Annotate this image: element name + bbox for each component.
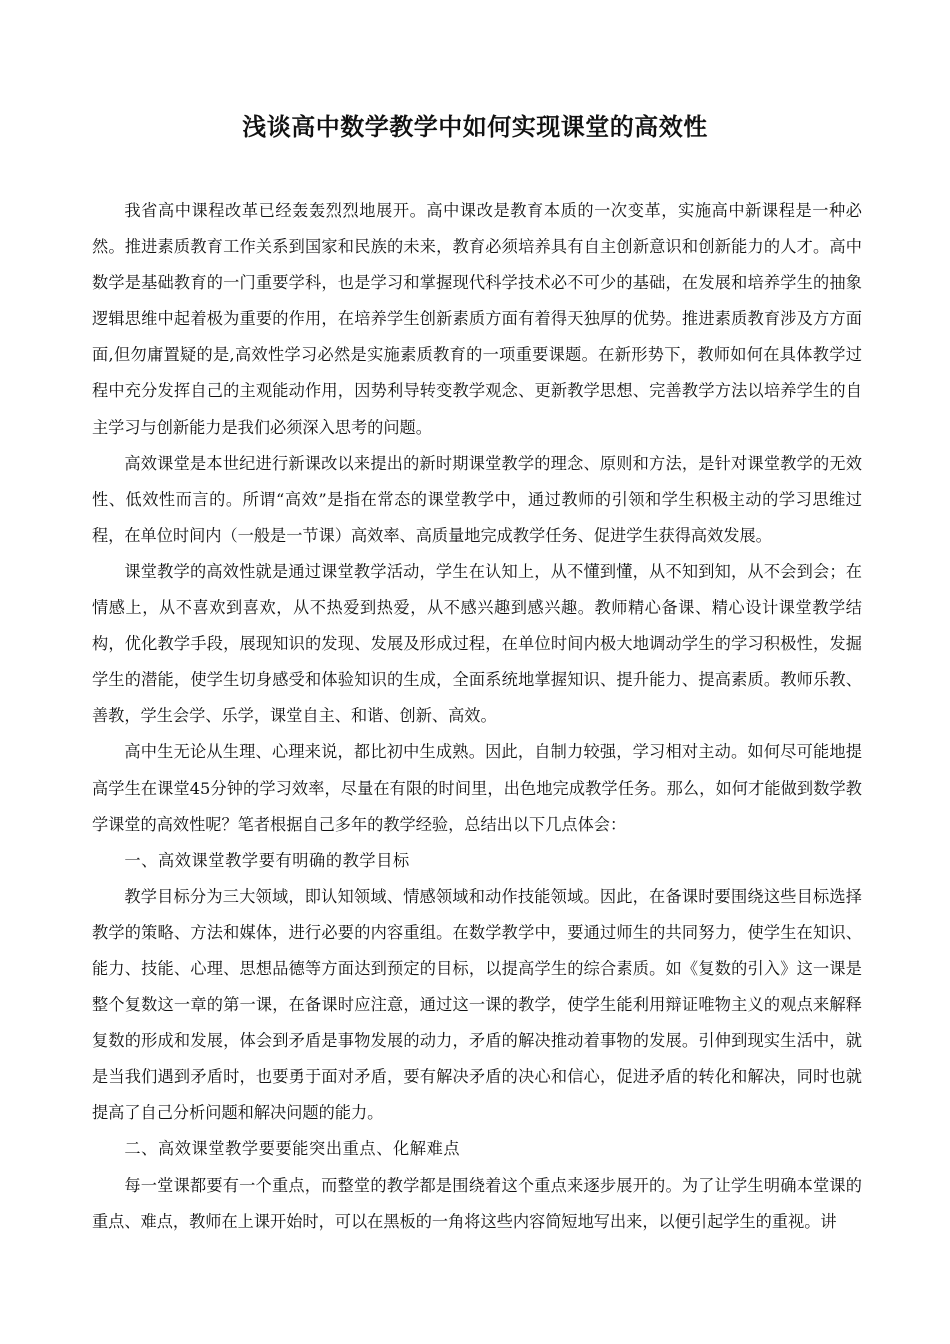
paragraph-efficiency: 课堂教学的高效性就是通过课堂教学活动，学生在认知上，从不懂到懂，从不知到知，从不会到会；在情感上，从不喜欢到喜欢，从不热爱到热爱，从不感兴趣到感兴趣。教师精心备课、精心设计课堂教学结构，优化教学手段，展现知识的发现、发展及形成过程，在单位时间内极大地调动学生的学习积极性，发掘学生的潜能，使学生切身感受和体验知识的生成，全面系统地掌握知识、提升能力、提高素质。教师乐教、善教，学生会学、乐学，课堂自主、和谐、创新、高效。 <box>92 561 862 726</box>
document-body <box>92 193 862 1240</box>
section-heading-1: 一、高效课堂教学要有明确的教学目标 <box>124 850 410 870</box>
paragraph-key-points: 每一堂课都要有一个重点，而整堂的教学都是围绕着这个重点来逐步展开的。为了让学生明确本堂课的重点、难点，教师在上课开始时，可以在黑板的一角将这些内容简短地写出来，以便引起学生的重视。讲 <box>92 1175 862 1231</box>
paragraph-objectives: 教学目标分为三大领域，即认知领域、情感领域和动作技能领域。因此，在备课时要围绕这些目标选择教学的策略、方法和媒体，进行必要的内容重组。在数学教学中，要通过师生的共同努力，使学生在知识、能力、技能、心理、思想品德等方面达到预定的目标，以提高学生的综合素质。如《复数的引入》这一课是整个复数这一章的第一课，在备课时应注意，通过这一课的教学，使学生能利用辩证唯物主义的观点来解释复数的形成和发展，体会到矛盾是事物发展的动力，矛盾的解决推动着事物的发展。引伸到现实生活中，就是当我们遇到矛盾时，也要勇于面对矛盾，要有解决矛盾的决心和信心，促进矛盾的转化和解决，同时也就提高了自己分析问题和解决问题的能力。 <box>92 886 862 1123</box>
section-heading-2: 二、高效课堂教学要要能突出重点、化解难点 <box>124 1139 461 1159</box>
paragraph-students: 高中生无论从生理、心理来说，都比初中生成熟。因此，自制力较强，学习相对主动。如何尽可能地提高学生在课堂45分钟的学习效率，尽量在有限的时间里，出色地完成教学任务。那么，如何才能做到数学教学课堂的高效性呢？笔者根据自己多年的教学经验，总结出以下几点体会： <box>92 742 862 834</box>
paragraph-definition: 高效课堂是本世纪进行新课改以来提出的新时期课堂教学的理念、原则和方法，是针对课堂教学的无效性、低效性而言的。所谓“高效”是指在常态的课堂教学中，通过教师的引领和学生积极主动的学习思维过程，在单位时间内（一般是一节课）高效率、高质量地完成教学任务、促进学生获得高效发展。 <box>92 453 862 545</box>
paragraph-intro: 我省高中课程改革已经轰轰烈烈地展开。高中课改是教育本质的一次变革，实施高中新课程是一种必然。推进素质教育工作关系到国家和民族的未来，教育必须培养具有自主创新意识和创新能力的人才。高中数学是基础教育的一门重要学科，也是学习和掌握现代科学技术必不可少的基础，在发展和培养学生的抽象逻辑思维中起着极为重要的作用，在培养学生创新素质方面有着得天独厚的优势。推进素质教育涉及方方面面,但勿庸置疑的是,高效性学习必然是实施素质教育的一项重要课题。在新形势下，教师如何在具体教学过程中充分发挥自己的主观能动作用，因势利导转变教学观念、更新教学思想、完善教学方法以培养学生的自主学习与创新能力是我们必须深入思考的问题。 <box>92 201 862 437</box>
document-title: 浅谈高中数学教学中如何实现课堂的高效性 <box>242 113 708 141</box>
